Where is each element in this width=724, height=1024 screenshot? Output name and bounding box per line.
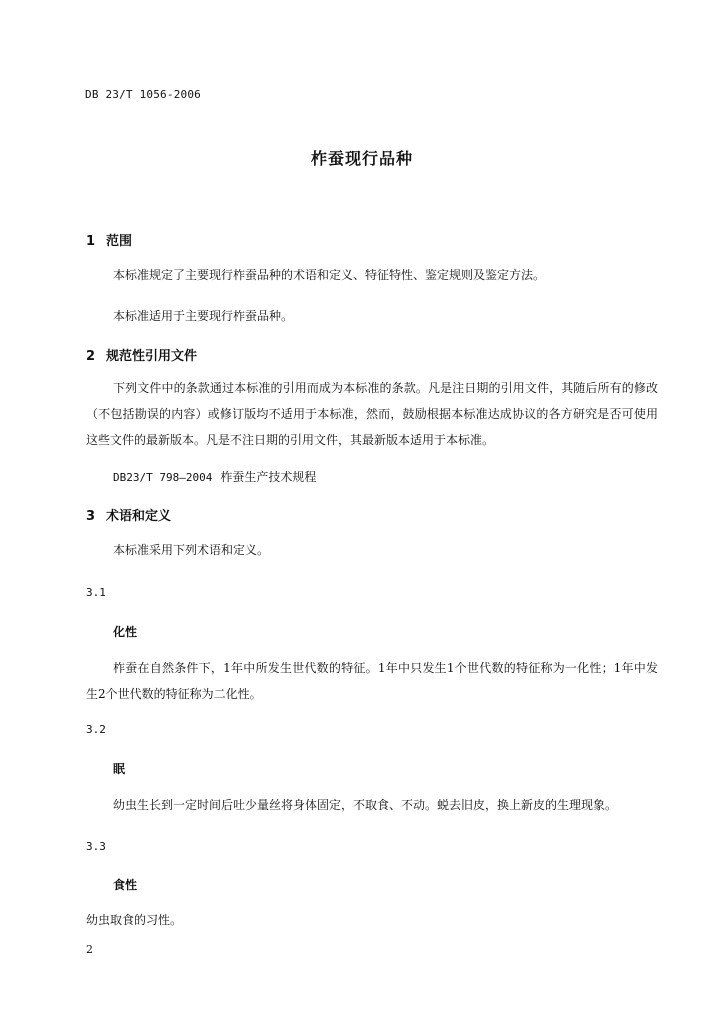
paragraph: 本标准适用于主要现行柞蚕品种。: [113, 309, 294, 323]
clause-number: 3.2: [86, 723, 106, 736]
section-title: 术语和定义: [106, 509, 172, 524]
paragraph: 本标准采用下列术语和定义。: [113, 543, 270, 557]
paragraph: 本标准规定了主要现行柞蚕品种的术语和定义、特征特性、鉴定规则及鉴定方法。: [113, 268, 546, 282]
section-3-heading: [86, 505, 171, 524]
section-2-heading: [86, 345, 197, 364]
standard-code: DB 23/T 1056-2006: [85, 88, 201, 101]
document-title: 柞蚕现行品种: [310, 149, 413, 168]
term-label: 食性: [113, 878, 138, 892]
section-title: 范围: [106, 234, 133, 249]
section-1-heading: [86, 230, 132, 249]
reference-title: 柞蚕生产技术规程: [220, 470, 317, 484]
section-title: 规范性引用文件: [106, 349, 198, 364]
section-number: 2: [86, 349, 96, 364]
section-number: 3: [86, 509, 96, 524]
clause-number: 3.1: [86, 586, 106, 599]
page-number: 2: [86, 943, 93, 956]
term-definition: 幼虫取食的习性。: [86, 913, 183, 927]
normative-reference: [113, 468, 316, 485]
reference-code: DB23/T 798—2004: [113, 471, 213, 484]
term-label: 化性: [113, 625, 138, 639]
section-number: 1: [86, 234, 96, 249]
term-definition: 柞蚕在自然条件下，1年中所发生世代数的特征。1年中只发生1个世代数的特征称为一化性；1年中发生2个世代数的特征称为二化性。: [86, 661, 658, 701]
term-definition: 幼虫生长到一定时间后吐少量丝将身体固定，不取食、不动。蜕去旧皮，换上新皮的生理现象。: [113, 798, 618, 812]
term-label: 眠: [113, 762, 126, 776]
paragraph: 下列文件中的条款通过本标准的引用而成为本标准的条款。凡是注日期的引用文件，其随后所有的修改（不包括勘误的内容）或修订版均不适用于本标准，然而，鼓励根据本标准达成协议的各方研究是否可使用这些文件的最新版本。凡是不注日期的引用文件，其最新版本适用于本标准。: [86, 381, 658, 447]
clause-number: 3.3: [86, 840, 106, 853]
